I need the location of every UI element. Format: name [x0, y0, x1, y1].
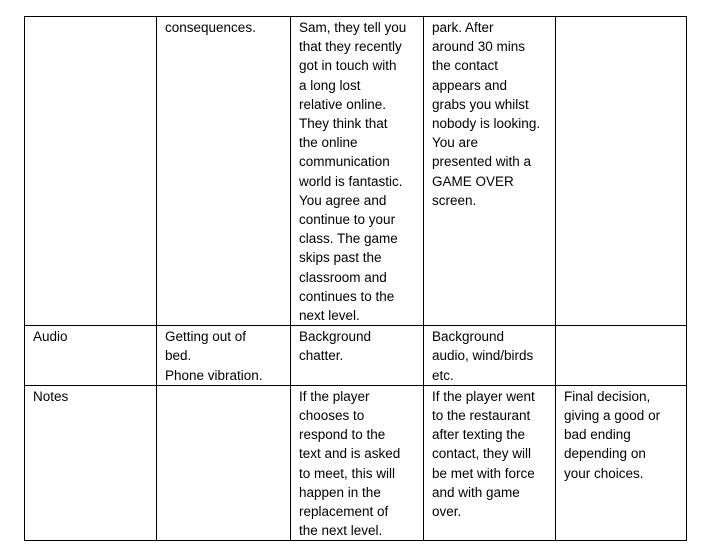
table-cell: consequences. [157, 17, 291, 326]
table-cell [556, 17, 687, 326]
table-cell: Getting out of bed. Phone vibration. [157, 326, 291, 386]
table-cell: Sam, they tell you that they recently got in touch with a long lost relative online. They think that the online communication world is fantastic. You agree and continue to your class. The game skips past the classroom and continues to the next level. [291, 17, 424, 326]
row-label-cell [25, 17, 157, 326]
row-label-cell: Audio [25, 326, 157, 386]
table-cell: If the player went to the restaurant after texting the contact, they will be met with force and with game over. [424, 385, 556, 541]
table-row [25, 17, 687, 326]
table-row [25, 326, 687, 386]
table-cell: Background chatter. [291, 326, 424, 386]
table-cell: Background audio, wind/birds etc. [424, 326, 556, 386]
table-cell: If the player chooses to respond to the text and is asked to meet, this will happen in the replacement of the next level. [291, 385, 424, 541]
table-cell: Final decision, giving a good or bad ending depending on your choices. [556, 385, 687, 541]
table-cell [157, 385, 291, 541]
table-row [25, 385, 687, 541]
document-table [24, 16, 687, 541]
row-label-cell: Notes [25, 385, 157, 541]
table-cell [556, 326, 687, 386]
table-cell: park. After around 30 mins the contact appears and grabs you whilst nobody is looking. You are presented with a GAME OVER screen. [424, 17, 556, 326]
